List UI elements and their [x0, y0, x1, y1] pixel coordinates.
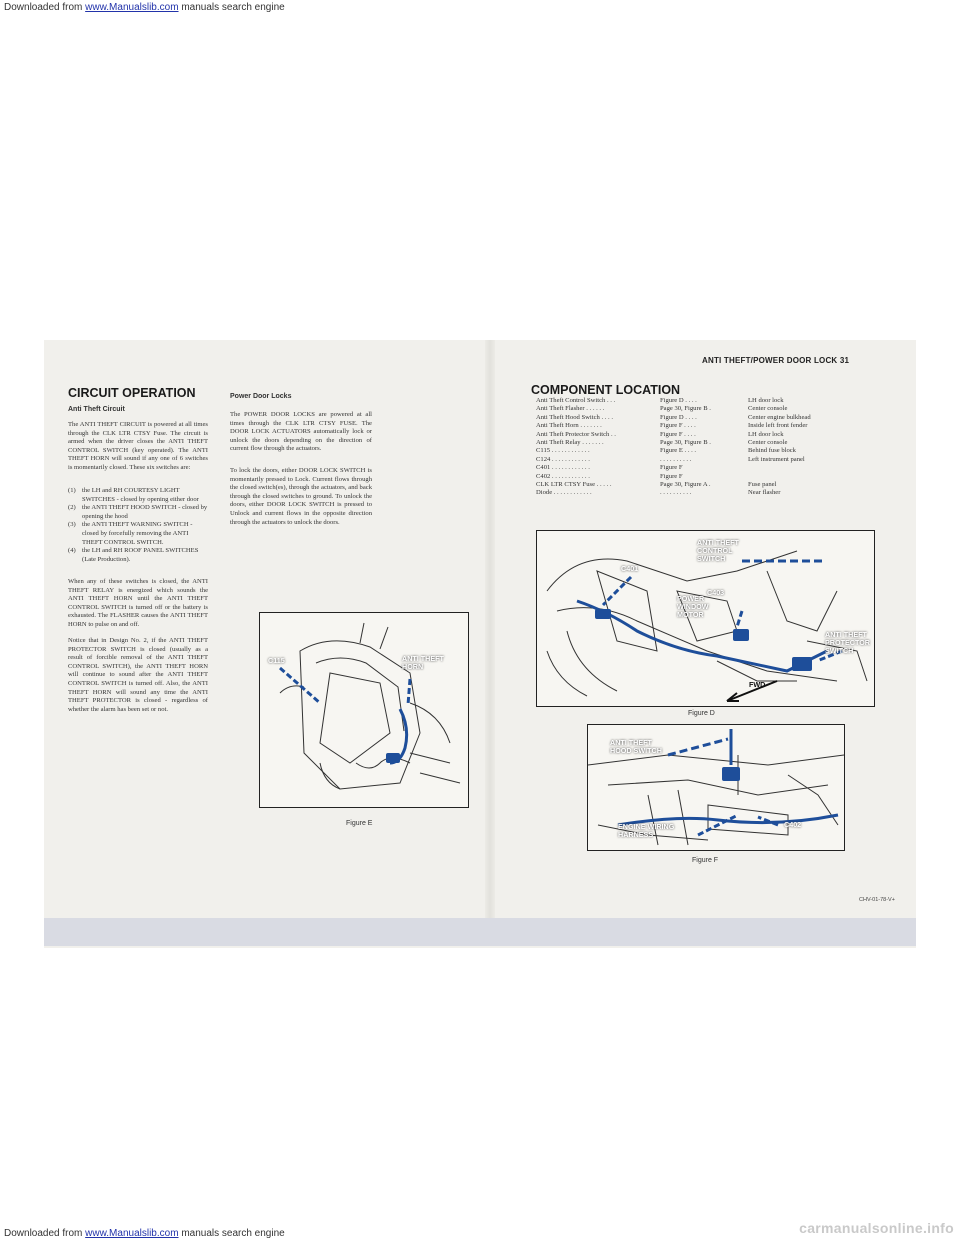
table-row	[536, 397, 858, 405]
list-item-number: (4)	[68, 547, 76, 555]
component-figure-ref: . . . . . . . . . .	[660, 455, 692, 463]
bottom-download-banner	[4, 1228, 285, 1239]
component-name: C124 . . . . . . . . . . . .	[536, 455, 590, 463]
table-row	[536, 473, 858, 481]
component-location: Behind fuse block	[748, 447, 796, 455]
figure-e-drawing	[260, 613, 468, 807]
component-figure-ref: Page 30, Figure B .	[660, 439, 711, 447]
c403-callout: C403	[707, 588, 725, 597]
component-name: Anti Theft Relay . . . . . . .	[536, 439, 604, 447]
component-figure-ref: Page 30, Figure A .	[660, 481, 711, 489]
carmanualsonline-watermark: carmanualsonline.info	[799, 1220, 954, 1236]
component-location: LH door lock	[748, 397, 784, 404]
component-name: C115 . . . . . . . . . . . .	[536, 447, 590, 455]
list-item	[68, 504, 208, 521]
list-item-number: (3)	[68, 521, 76, 529]
list-item	[68, 521, 208, 547]
component-location-table	[536, 397, 858, 498]
component-figure-ref: Figure F . . . .	[660, 422, 696, 430]
component-name: Anti Theft Control Switch . . .	[536, 397, 616, 404]
manualslib-link[interactable]: www.Manualslib.com	[85, 1228, 179, 1239]
door-locks-para-2: To lock the doors, either DOOR LOCK SWITCH is momentarily pressed to Lock. Current flows through the closed switch(es), through the actuators, and back through the closed switches to ground. To unlock the doors, either DOOR LOCK SWITCH is pressed to Unlock and current flows in the opposite direction through the actuators to unlock the doors.	[230, 467, 372, 526]
table-row	[536, 405, 858, 413]
list-item-text: the LH and RH COURTESY LIGHT SWITCHES - closed by opening either door	[82, 487, 199, 503]
figure-e-illustration	[259, 612, 469, 808]
table-row	[536, 447, 858, 455]
page-gutter	[485, 340, 495, 918]
door-locks-para-1: The POWER DOOR LOCKS are powered at all times through the CLK LTR CTSY FUSE. The DOOR LOCK ACTUATORS automatically lock or unlock the doors depending on the direction of current flow through the actuators.	[230, 411, 372, 453]
component-name: Anti Theft Hood Switch . . . .	[536, 413, 613, 421]
component-name: Anti Theft Flasher . . . . . .	[536, 405, 605, 413]
table-row	[536, 414, 858, 422]
banner-suffix: manuals search engine	[181, 1228, 285, 1239]
component-location	[748, 473, 858, 481]
component-figure-ref: Figure E . . . .	[660, 447, 697, 455]
component-location: Near flasher	[748, 489, 781, 497]
switch-list	[68, 487, 208, 564]
c401-callout: C401	[621, 564, 639, 573]
anti-theft-protector-switch-callout: ANTI THEFT PROTECTOR SWITCH	[825, 630, 870, 655]
engine-wiring-harness-callout: ENGINE WIRING HARNESS	[618, 822, 675, 839]
c115-callout: C115	[268, 656, 285, 665]
figure-f-caption: Figure F	[692, 857, 719, 864]
circuit-para-3: Notice that in Design No. 2, if the ANTI THEFT PROTECTOR SWITCH is closed (usually as a result of forcible removal of the ANTI THEFT CONTROL SWITCH), the ANTI THEFT HORN will continue to sound after the ANTI THEFT CONTROL SWITCH is turned off. Also, the ANTI THEFT HORN will sound any time the ANTI THEFT PROTECTOR is closed - regardless of whether the alarm has been set or not.	[68, 637, 208, 713]
component-name: CLK LTR CTSY Fuse . . . . .	[536, 481, 612, 489]
component-name: C402 . . . . . . . . . . . .	[536, 472, 590, 480]
figure-f-illustration	[587, 724, 845, 851]
list-item-text: the ANTI THEFT HOOD SWITCH - closed by opening the hood	[82, 504, 208, 520]
manualslib-link[interactable]: www.Manualslib.com	[85, 2, 179, 13]
component-figure-ref: Figure D . . . .	[660, 413, 697, 421]
anti-theft-horn-callout: ANTI THEFT HORN	[402, 654, 444, 671]
banner-suffix: manuals search engine	[181, 2, 285, 13]
anti-theft-hood-switch-callout: ANTI THEFT HOOD SWITCH	[610, 738, 662, 755]
power-door-locks-heading: Power Door Locks	[230, 393, 292, 400]
fwd-callout: FWD	[749, 680, 766, 689]
component-location	[748, 464, 858, 472]
component-figure-ref: . . . . . . . . . .	[660, 489, 692, 497]
circuit-operation-heading: CIRCUIT OPERATION	[68, 386, 196, 400]
component-location: LH door lock	[748, 430, 784, 438]
component-location-heading: COMPONENT LOCATION	[531, 383, 681, 397]
component-figure-ref: Figure D . . . .	[660, 397, 697, 404]
component-location: Left instrument panel	[748, 455, 805, 463]
table-row	[536, 422, 858, 430]
banner-prefix: Downloaded from	[4, 1228, 83, 1239]
top-download-banner	[4, 2, 285, 13]
component-name: Anti Theft Protector Switch . .	[536, 430, 616, 438]
component-name: Diode . . . . . . . . . . . .	[536, 489, 592, 497]
spread-bottom-band	[44, 918, 916, 946]
table-row	[536, 481, 858, 489]
component-figure-ref: Page 30, Figure B .	[660, 405, 711, 413]
table-row	[536, 431, 858, 439]
table-row	[536, 439, 858, 447]
figure-e-caption: Figure E	[346, 820, 373, 827]
figure-d-caption: Figure D	[688, 710, 715, 717]
anti-theft-circuit-subheading: Anti Theft Circuit	[68, 406, 125, 413]
list-item-text: the ANTI THEFT WARNING SWITCH - closed by forcefully removing the ANTI THEFT CONTROL SWITCH.	[82, 521, 193, 546]
component-figure-ref: Figure F . . . .	[660, 430, 696, 438]
component-name: Anti Theft Horn . . . . . . .	[536, 422, 602, 430]
anti-theft-control-switch-callout: ANTI THEFT CONTROL SWITCH	[697, 538, 739, 563]
component-location: Fuse panel	[748, 481, 777, 489]
component-location: Center engine bulkhead	[748, 413, 811, 421]
circuit-para-2: When any of these switches is closed, the ANTI THEFT RELAY is energized which sounds the ANTI THEFT HORN until the ANTI THEFT CONTROL SWITCH is turned off or the battery is exhausted. The FLASHER causes the ANTI THEFT HORN to pulse on and off.	[68, 578, 208, 628]
component-figure-ref: Figure F	[660, 472, 683, 480]
component-location: Center console	[748, 439, 788, 447]
power-window-motor-callout: POWER WINDOW MOTOR	[677, 594, 709, 619]
circuit-para-1: The ANTI THEFT CIRCUIT is powered at all times through the CLK LTR CTSY Fuse. The circuit is armed when the driver closes the ANTI THEFT CONTROL SWITCH (key operated). The ANTI THEFT HORN will sound if any one of 6 switches is momentarily closed. These six switches are:	[68, 421, 208, 471]
list-item	[68, 487, 208, 504]
document-code: CHV-01-78-V+	[859, 897, 895, 903]
component-figure-ref: Figure F	[660, 464, 683, 472]
table-row	[536, 489, 858, 497]
table-row	[536, 464, 858, 472]
c402-callout: C402	[784, 820, 802, 829]
figure-d-illustration	[536, 530, 875, 707]
list-item-text: the LH and RH ROOF PANEL SWITCHES (Late Production).	[82, 547, 199, 563]
list-item-number: (2)	[68, 504, 76, 512]
table-row	[536, 456, 858, 464]
list-item-number: (1)	[68, 487, 76, 494]
list-item	[68, 547, 208, 564]
component-location: Inside left front fender	[748, 422, 808, 430]
component-name: C401 . . . . . . . . . . . .	[536, 464, 590, 472]
banner-prefix: Downloaded from	[4, 2, 83, 13]
component-location: Center console	[748, 405, 788, 413]
running-head: ANTI THEFT/POWER DOOR LOCK 31	[702, 356, 850, 365]
